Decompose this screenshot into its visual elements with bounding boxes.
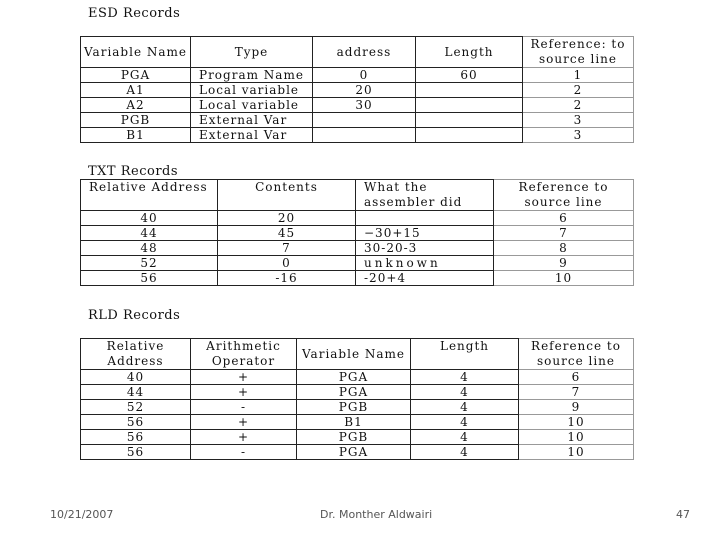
table-cell: 30 <box>313 98 416 113</box>
table-cell: 56 <box>81 415 191 430</box>
table-row <box>81 415 634 430</box>
table-cell <box>416 128 523 143</box>
table-row <box>81 400 634 415</box>
table-cell: 4 <box>411 370 519 385</box>
table-cell: 7 <box>519 385 634 400</box>
column-header: Length <box>411 339 519 370</box>
table-cell: 6 <box>519 370 634 385</box>
table-cell: 4 <box>411 445 519 460</box>
table-cell: PGB <box>81 113 191 128</box>
table-cell: 0 <box>313 68 416 83</box>
table-cell: 56 <box>81 271 218 286</box>
table-cell: - <box>191 400 297 415</box>
table-cell: Local variable <box>191 98 313 113</box>
esd-records-table <box>80 36 634 143</box>
footer-author: Dr. Monther Aldwairi <box>320 508 433 521</box>
table-cell: A2 <box>81 98 191 113</box>
table-cell: -16 <box>218 271 356 286</box>
table-cell: 56 <box>81 445 191 460</box>
table-cell: 9 <box>519 400 634 415</box>
table-cell: 2 <box>523 83 634 98</box>
column-header: Contents <box>218 180 356 211</box>
rld-records-title: RLD Records <box>88 308 181 323</box>
table-cell: 10 <box>519 415 634 430</box>
table-cell: 52 <box>81 256 218 271</box>
table-cell: 3 <box>523 128 634 143</box>
column-header: Reference to source line <box>494 180 634 211</box>
table-cell: 0 <box>218 256 356 271</box>
table-cell: 48 <box>81 241 218 256</box>
table-cell: 4 <box>411 430 519 445</box>
table-cell: Local variable <box>191 83 313 98</box>
table-cell: 20 <box>313 83 416 98</box>
column-header: Variable Name <box>297 339 411 370</box>
table-cell: 4 <box>411 400 519 415</box>
table-cell: External Var <box>191 128 313 143</box>
table-cell: PGB <box>297 400 411 415</box>
table-row <box>81 128 634 143</box>
table-cell: 56 <box>81 430 191 445</box>
table-row <box>81 98 634 113</box>
table-cell: Program Name <box>191 68 313 83</box>
table-cell <box>416 83 523 98</box>
column-header: Reference: to source line <box>523 37 634 68</box>
table-cell: PGA <box>297 370 411 385</box>
column-header: Relative Address <box>81 339 191 370</box>
table-cell: -20+4 <box>356 271 494 286</box>
table-row <box>81 83 634 98</box>
table-row <box>81 113 634 128</box>
table-row <box>81 211 634 226</box>
column-header: Type <box>191 37 313 68</box>
table-cell: 10 <box>519 430 634 445</box>
column-header: Length <box>416 37 523 68</box>
table-cell: 20 <box>218 211 356 226</box>
table-row <box>81 271 634 286</box>
table-cell: 9 <box>494 256 634 271</box>
table-row <box>81 226 634 241</box>
table-row <box>81 370 634 385</box>
table-cell: + <box>191 415 297 430</box>
table-row <box>81 68 634 83</box>
column-header: Variable Name <box>81 37 191 68</box>
table-cell: PGA <box>297 445 411 460</box>
column-header: What the assembler did <box>356 180 494 211</box>
table-row <box>81 256 634 271</box>
table-cell <box>416 113 523 128</box>
table-cell: 7 <box>494 226 634 241</box>
column-header: Relative Address <box>81 180 218 211</box>
table-cell: 1 <box>523 68 634 83</box>
table-cell: External Var <box>191 113 313 128</box>
table-cell: + <box>191 370 297 385</box>
table-cell: 3 <box>523 113 634 128</box>
table-cell: 2 <box>523 98 634 113</box>
table-cell: + <box>191 385 297 400</box>
table-cell: + <box>191 430 297 445</box>
table-row <box>81 445 634 460</box>
table-cell: 4 <box>411 385 519 400</box>
table-cell: unknown <box>356 256 494 271</box>
table-cell: 30-20-3 <box>356 241 494 256</box>
esd-records-title: ESD Records <box>88 6 181 21</box>
table-row <box>81 385 634 400</box>
table-cell: 44 <box>81 226 218 241</box>
footer-page-number: 47 <box>676 508 690 521</box>
table-cell: 10 <box>519 445 634 460</box>
footer-date: 10/21/2007 <box>50 508 114 521</box>
table-cell <box>416 98 523 113</box>
txt-records-title: TXT Records <box>88 164 179 179</box>
table-cell: 60 <box>416 68 523 83</box>
table-row <box>81 430 634 445</box>
table-cell: 40 <box>81 211 218 226</box>
txt-records-table <box>80 179 634 286</box>
table-cell: 10 <box>494 271 634 286</box>
table-cell: 6 <box>494 211 634 226</box>
table-header-row <box>81 180 634 211</box>
table-cell: 52 <box>81 400 191 415</box>
table-cell: 7 <box>218 241 356 256</box>
table-row <box>81 241 634 256</box>
table-cell: 45 <box>218 226 356 241</box>
table-cell: A1 <box>81 83 191 98</box>
table-cell: - <box>191 445 297 460</box>
table-cell: 4 <box>411 415 519 430</box>
column-header: Arithmetic Operator <box>191 339 297 370</box>
table-cell: PGA <box>81 68 191 83</box>
table-header-row <box>81 37 634 68</box>
column-header: Reference to source line <box>519 339 634 370</box>
table-cell: B1 <box>81 128 191 143</box>
table-cell <box>313 113 416 128</box>
rld-records-table <box>80 338 634 460</box>
table-cell <box>313 128 416 143</box>
table-cell: PGA <box>297 385 411 400</box>
table-cell: PGB <box>297 430 411 445</box>
table-cell: 8 <box>494 241 634 256</box>
table-cell: 40 <box>81 370 191 385</box>
table-cell <box>356 211 494 226</box>
column-header: address <box>313 37 416 68</box>
table-cell: B1 <box>297 415 411 430</box>
table-cell: −30+15 <box>356 226 494 241</box>
table-cell: 44 <box>81 385 191 400</box>
table-header-row <box>81 339 634 370</box>
